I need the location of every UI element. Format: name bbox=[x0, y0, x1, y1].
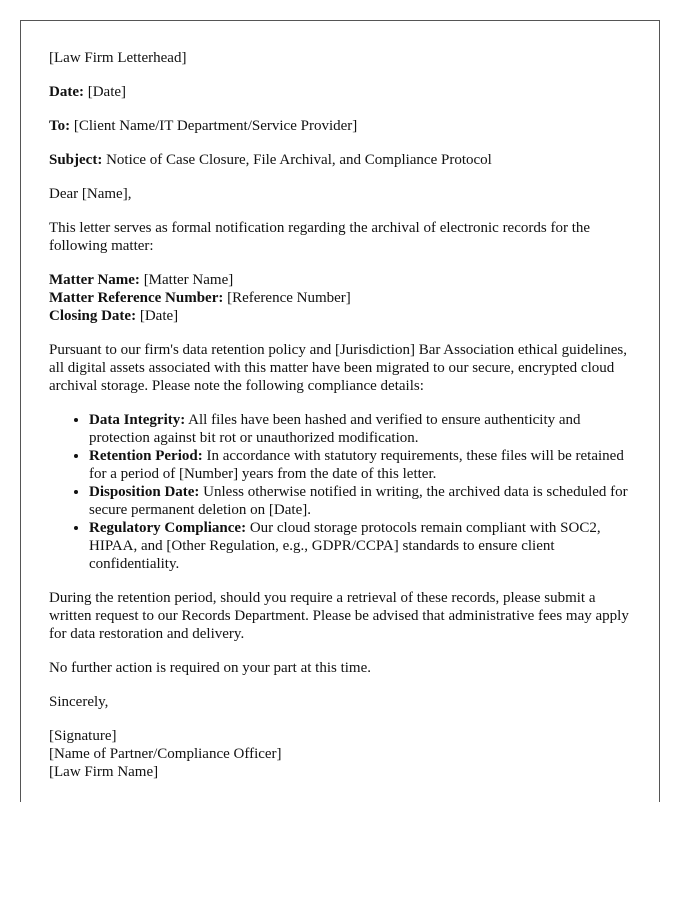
to-line bbox=[49, 117, 639, 135]
item-label: Regulatory Compliance: bbox=[89, 520, 247, 536]
letterhead: [Law Firm Letterhead] bbox=[49, 50, 187, 66]
matter-name-line bbox=[49, 271, 639, 289]
list-item bbox=[89, 411, 639, 447]
date-line bbox=[49, 83, 639, 101]
signature-placeholder: [Signature] bbox=[49, 728, 117, 744]
letter-body bbox=[49, 49, 639, 797]
matter-name-label: Matter Name: bbox=[49, 272, 140, 288]
list-item bbox=[89, 483, 639, 519]
matter-details bbox=[49, 271, 639, 325]
subject-label: Subject: bbox=[49, 152, 103, 168]
no-action-paragraph: No further action is required on your part at this time. bbox=[49, 660, 371, 676]
letter-page bbox=[20, 20, 660, 802]
list-item bbox=[89, 519, 639, 573]
signature-block bbox=[49, 727, 639, 781]
matter-ref-line bbox=[49, 289, 639, 307]
subject-value: Notice of Case Closure, File Archival, and Compliance Protocol bbox=[106, 152, 492, 168]
matter-ref-label: Matter Reference Number: bbox=[49, 290, 224, 306]
policy-paragraph: Pursuant to our firm's data retention policy and [Jurisdiction] Bar Association ethical guidelines, all digital assets associated with this matter have been migrated to our secure, encrypted cloud archival storage. Please note the following compliance details: bbox=[49, 342, 627, 394]
to-label: To: bbox=[49, 118, 71, 134]
closing-date-value: [Date] bbox=[139, 308, 179, 324]
item-text: Our cloud storage protocols remain compliant with SOC2, HIPAA, and [Other Regulation, e.g., GDPR/CCPA] standards to ensure client confidentiality. bbox=[89, 520, 601, 572]
closing-date-label: Closing Date: bbox=[49, 308, 137, 324]
item-text: Unless otherwise notified in writing, the archived data is scheduled for secure permanent deletion on [Date]. bbox=[89, 484, 628, 518]
closing-line: Sincerely, bbox=[49, 694, 109, 710]
item-label: Data Integrity: bbox=[89, 412, 186, 428]
item-label: Disposition Date: bbox=[89, 484, 200, 500]
item-text: All files have been hashed and verified to ensure authenticity and protection against bit rot or unauthorized modification. bbox=[89, 412, 581, 446]
item-text: In accordance with statutory requirements, these files will be retained for a period of [Number] years from the date of this letter. bbox=[89, 448, 624, 482]
firm-name: [Law Firm Name] bbox=[49, 764, 159, 780]
date-label: Date: bbox=[49, 84, 84, 100]
item-label: Retention Period: bbox=[89, 448, 203, 464]
matter-name-value: [Matter Name] bbox=[143, 272, 234, 288]
salutation: Dear [Name], bbox=[49, 186, 132, 202]
retrieval-paragraph: During the retention period, should you require a retrieval of these records, please submit a written request to our Records Department. Please be advised that administrative fees may apply for data restoration and delivery. bbox=[49, 590, 629, 642]
compliance-list bbox=[49, 411, 639, 573]
date-value: [Date] bbox=[87, 84, 127, 100]
matter-ref-value: [Reference Number] bbox=[227, 290, 351, 306]
closing-date-line bbox=[49, 307, 639, 325]
subject-line bbox=[49, 151, 639, 169]
intro-paragraph: This letter serves as formal notification regarding the archival of electronic records for the following matter: bbox=[49, 220, 591, 254]
to-value: [Client Name/IT Department/Service Provider] bbox=[73, 118, 358, 134]
signatory-name: [Name of Partner/Compliance Officer] bbox=[49, 746, 282, 762]
list-item bbox=[89, 447, 639, 483]
